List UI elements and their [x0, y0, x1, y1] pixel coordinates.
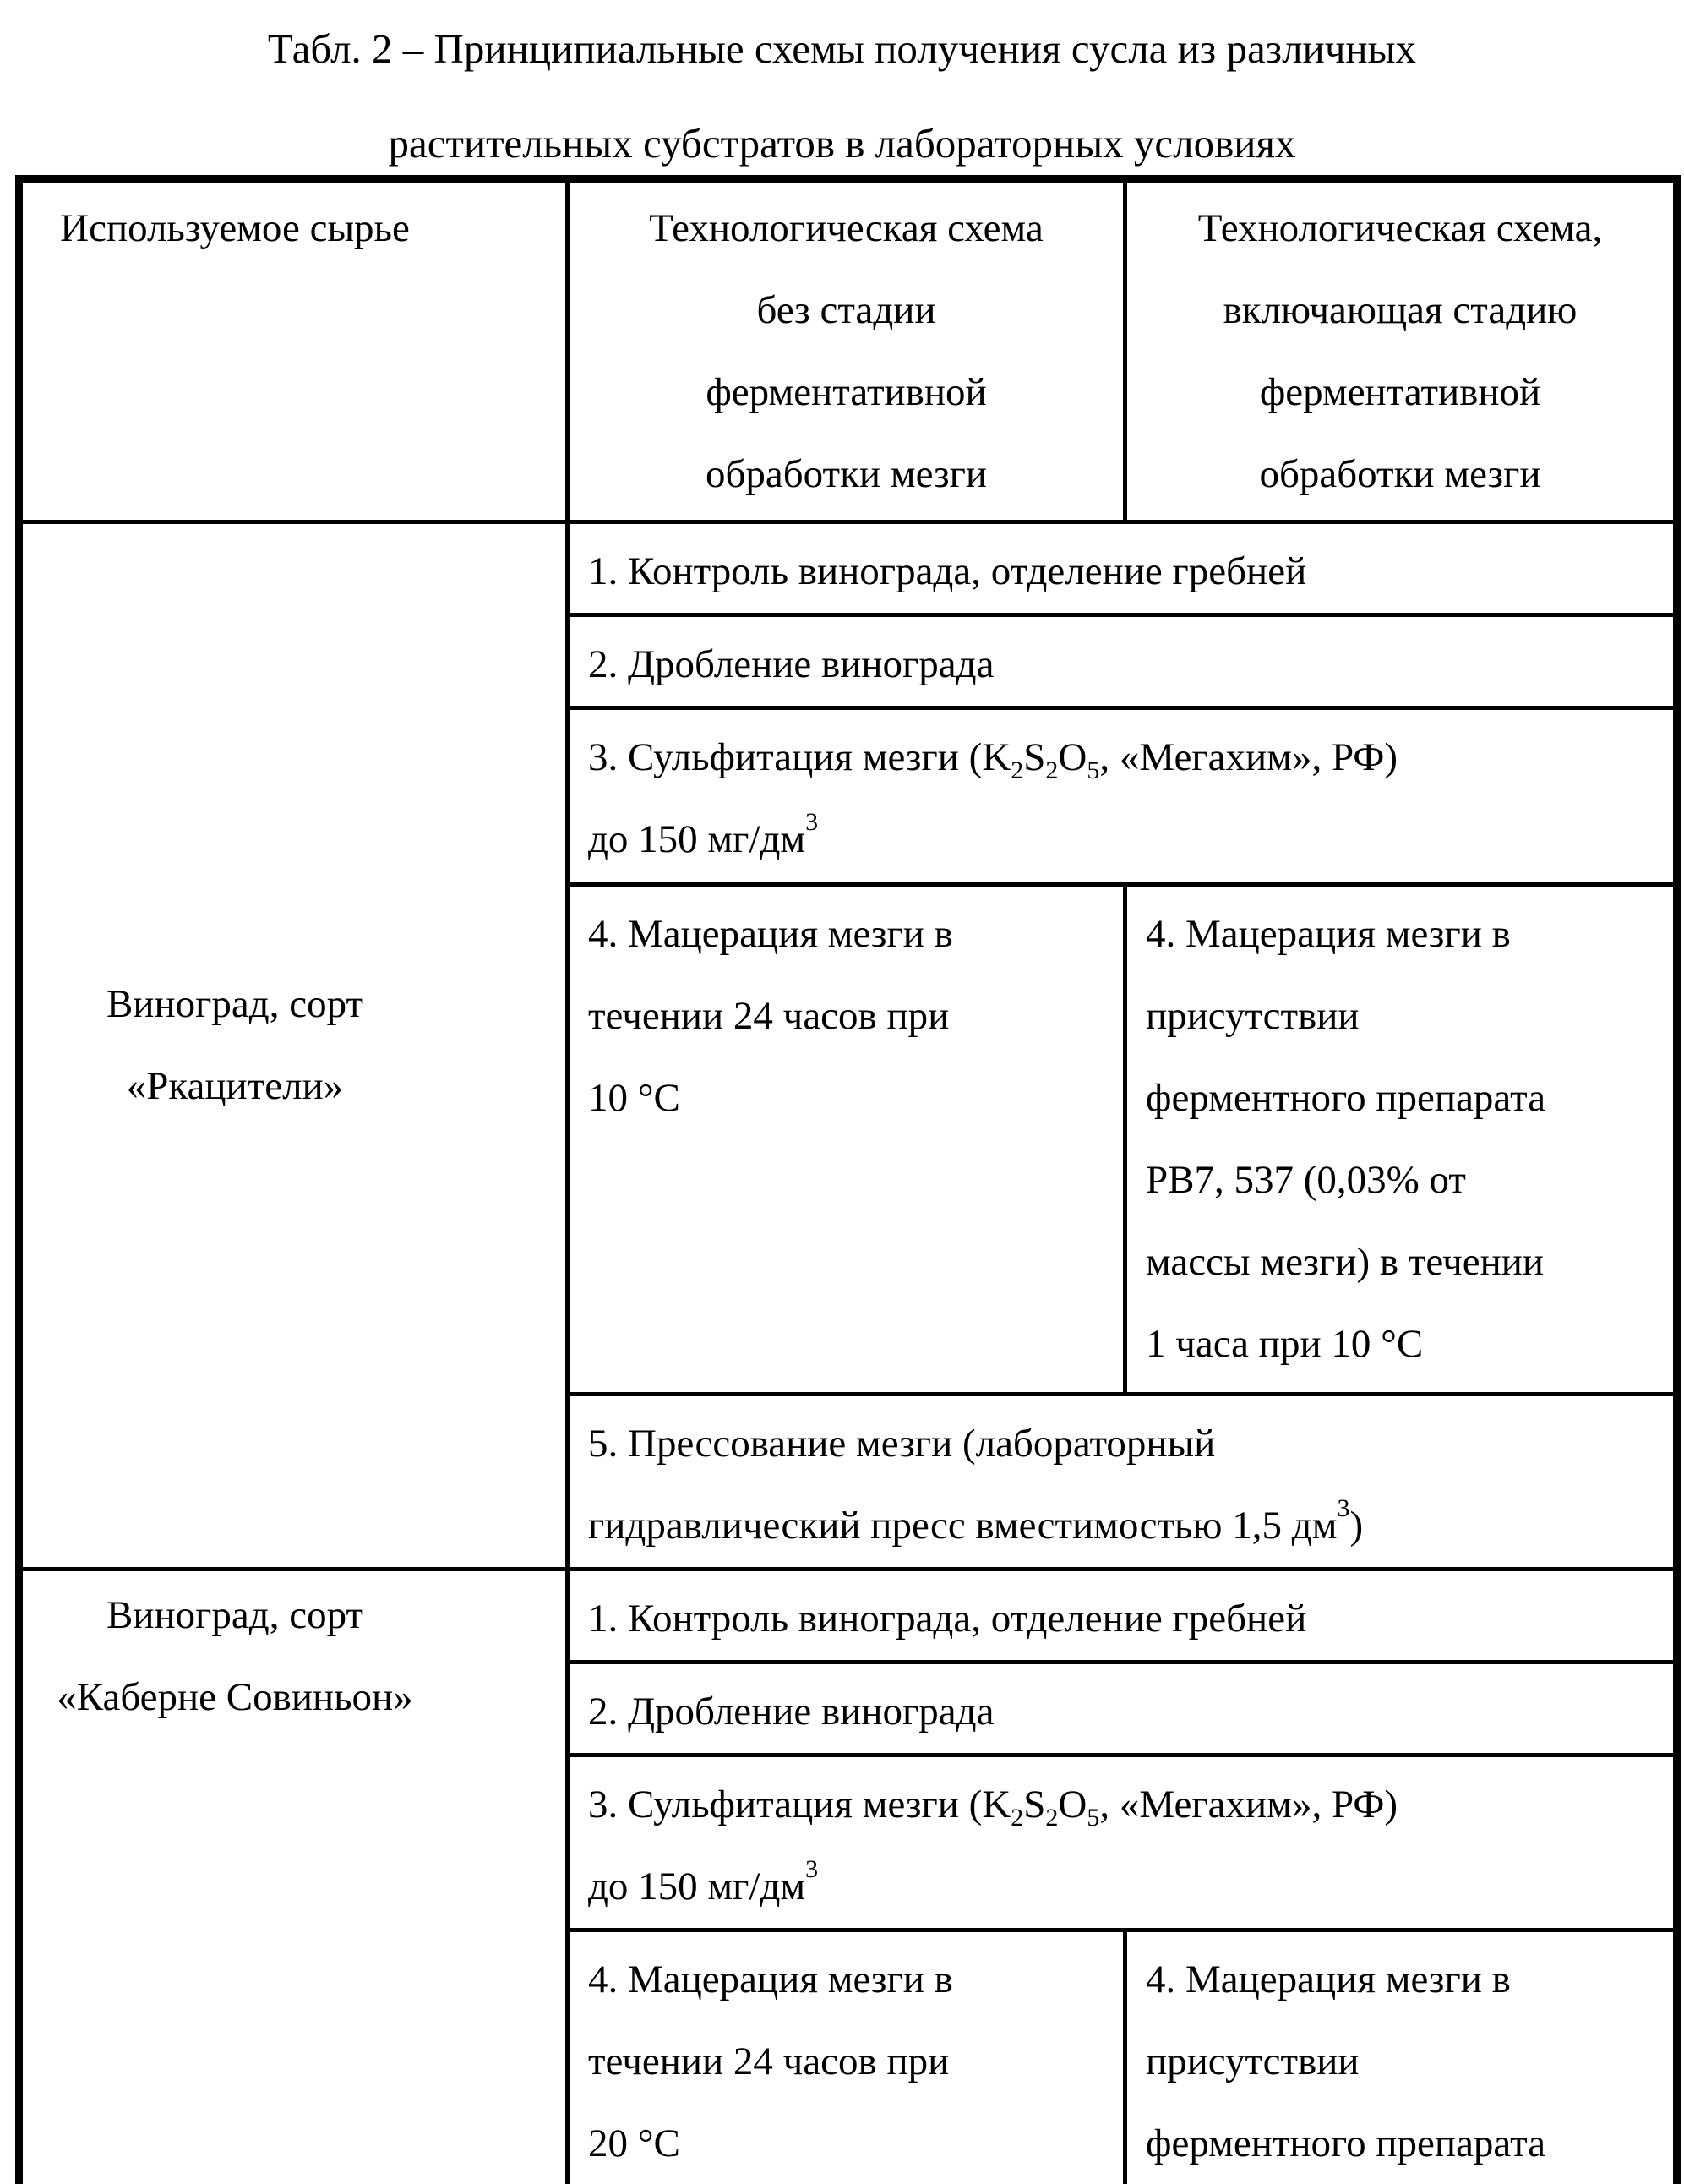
s1-step5-line2: гидравлический пресс вместимостью 1,5 $дм^3$) [588, 1494, 1364, 1548]
s1-step4-without-enzyme-cell: 4. Мацерация мезги в течении 24 часов при 10 °С [568, 885, 1125, 1395]
header-row [19, 179, 1677, 522]
s2-step1-cell: 1. Контроль винограда, отделение гребней [568, 1570, 1677, 1663]
table-caption [0, 2, 1684, 191]
table-row [19, 522, 1677, 615]
s1-step5-cell [568, 1395, 1677, 1570]
s1-step3-line2: до 150 $мг/дм^3$ [588, 808, 819, 861]
s1-step2-cell: 2. Дробление винограда [568, 615, 1677, 708]
s2-step2-cell: 2. Дробление винограда [568, 1663, 1677, 1755]
table-row [19, 1570, 1677, 1663]
s1-step4-with-enzyme-cell: 4. Мацерация мезги в присутствии ферментного препарата РВ7, 537 (0,03% от массы мезги) в течении 1 часа при 10 °С [1125, 885, 1677, 1395]
s1-step1-cell: 1. Контроль винограда, отделение гребней [568, 522, 1677, 615]
raw-material-rkatsiteli: Виноград, сорт «Ркацители» [19, 522, 568, 1570]
s1-step5-line1: 5. Прессование мезги (лабораторный [588, 1422, 1216, 1466]
s2-step4-without-enzyme-cell: 4. Мацерация мезги в течении 24 часов при 20 °С [568, 1930, 1125, 2184]
header-raw-material: Используемое сырье [19, 179, 568, 522]
raw-material-cabernet-sauvignon: Виноград, сорт «Каберне Совиньон» [19, 1570, 568, 2184]
header-scheme-without-enzyme: Технологическая схема без стадии ферментативной обработки мезги [568, 179, 1125, 522]
s2-step3-line1: 3. Сульфитация мезги ($K_2S_2O_5$, «Мегахим», РФ) [588, 1783, 1398, 1832]
s2-step3-line2: до 150 $мг/дм^3$ [588, 1855, 819, 1908]
s1-step3-cell [568, 708, 1677, 885]
table-caption-line-2: растительных субстратов в лабораторных условиях [388, 120, 1296, 167]
process-schemes-table [15, 175, 1681, 2184]
header-scheme-with-enzyme: Технологическая схема, включающая стадию ферментативной обработки мезги [1125, 179, 1677, 522]
s2-step4-with-enzyme-cell: 4. Мацерация мезги в присутствии ферментного препарата [1125, 1930, 1677, 2184]
s1-step3-line1: 3. Сульфитация мезги ($K_2S_2O_5$, «Мегахим», РФ) [588, 735, 1398, 784]
s2-step3-cell [568, 1755, 1677, 1930]
table-caption-line-1: Табл. 2 – Принципиальные схемы получения сусла из различных [267, 25, 1417, 72]
